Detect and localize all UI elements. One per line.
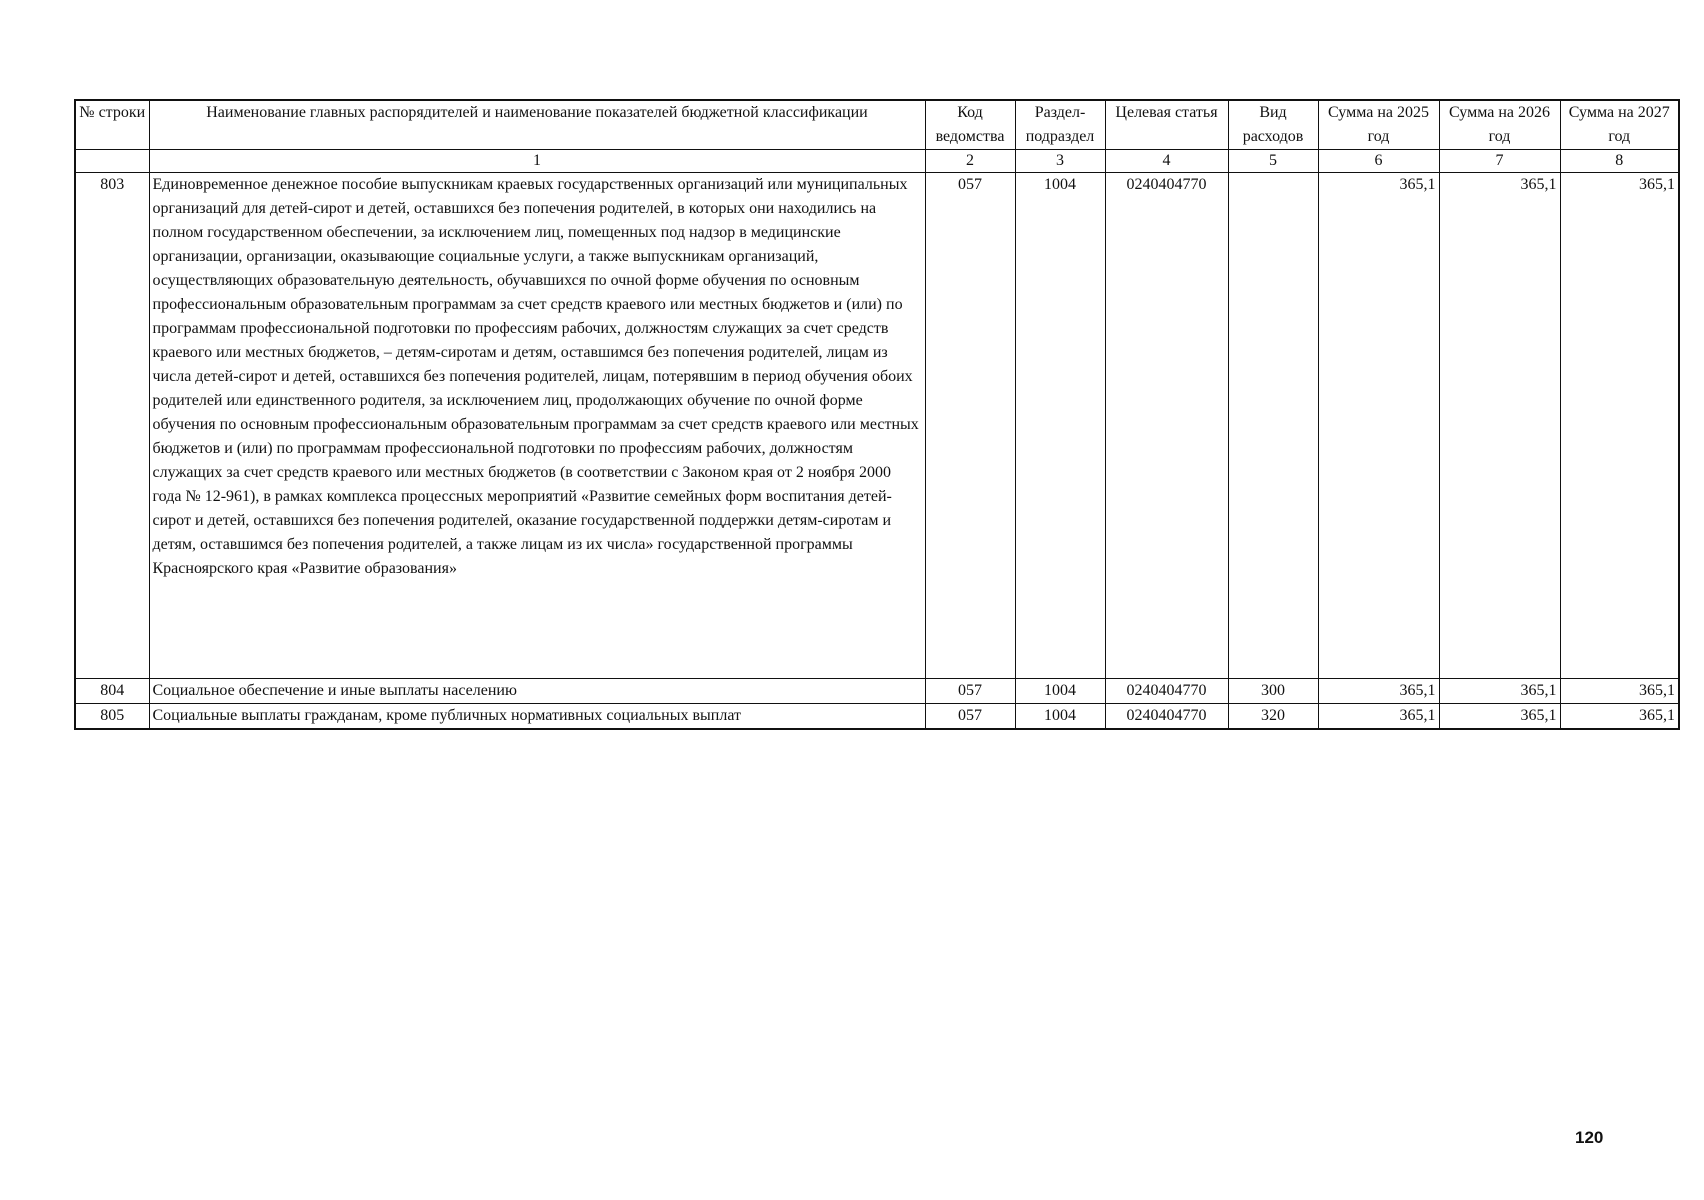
row-expense-type: 320 [1228, 704, 1318, 730]
row-number: 805 [75, 704, 149, 730]
col-number: 8 [1560, 150, 1679, 173]
row-section: 1004 [1015, 704, 1105, 730]
header-row [75, 100, 1679, 150]
row-sum-2026: 365,1 [1439, 679, 1560, 704]
row-target: 0240404770 [1105, 704, 1228, 730]
header-sum-2026: Сумма на 2026 год [1439, 100, 1560, 150]
col-number: 4 [1105, 150, 1228, 173]
row-name: Единовременное денежное пособие выпускникам краевых государственных организаций или муниципальных организаций для детей-сирот и детей, оставшихся без попечения родителей, в которых они находились на полном государственном обеспечении, за исключением лиц, помещенных под надзор в медицинские организации, организации, оказывающие социальные услуги, а также выпускникам организаций, осуществляющих образовательную деятельность, обучавшихся по очной форме обучения по основным профессиональным образовательным программам за счет средств краевого или местных бюджетов и (или) по программам профессиональной подготовки по профессиям рабочих, должностям служащих за счет средств краевого или местных бюджетов, – детям-сиротам и детям, оставшимся без попечения родителей, лицам из числа детей-сирот и детей, оставшихся без попечения родителей, лицам, потерявшим в период обучения обоих родителей или единственного родителя, за исключением лиц, продолжающих обучение по очной форме обучения по основным профессиональным образовательным программам за счет средств краевого или местных бюджетов и (или) по программам профессиональной подготовки по профессиям рабочих, должностям служащих за счет средств краевого или местных бюджетов (в соответствии с Законом края от 2 ноября 2000 года № 12-961), в рамках комплекса процессных мероприятий «Развитие семейных форм воспитания детей-сирот и детей, оставшихся без попечения родителей, оказание государственной поддержки детям-сиротам и детям, оставшимся без попечения родителей, а также лицам из их числа» государственной программы Красноярского края «Развитие образования» [149, 173, 925, 679]
col-number: 3 [1015, 150, 1105, 173]
row-target: 0240404770 [1105, 679, 1228, 704]
table-row [75, 704, 1679, 730]
row-name: Социальные выплаты гражданам, кроме публичных нормативных социальных выплат [149, 704, 925, 730]
col-number: 6 [1318, 150, 1439, 173]
col-number: 5 [1228, 150, 1318, 173]
row-expense-type [1228, 173, 1318, 679]
column-number-row [75, 150, 1679, 173]
header-section: Раздел-подраздел [1015, 100, 1105, 150]
row-sum-2027: 365,1 [1560, 173, 1679, 679]
col-number: 7 [1439, 150, 1560, 173]
row-section: 1004 [1015, 679, 1105, 704]
row-section: 1004 [1015, 173, 1105, 679]
row-dept-code: 057 [925, 173, 1015, 679]
row-target: 0240404770 [1105, 173, 1228, 679]
row-sum-2026: 365,1 [1439, 704, 1560, 730]
col-number [75, 150, 149, 173]
row-sum-2026: 365,1 [1439, 173, 1560, 679]
header-expense-type: Вид расходов [1228, 100, 1318, 150]
row-sum-2025: 365,1 [1318, 704, 1439, 730]
row-dept-code: 057 [925, 704, 1015, 730]
page-number: 120 [1575, 1128, 1604, 1147]
row-name: Социальное обеспечение и иные выплаты населению [149, 679, 925, 704]
header-row-no: № строки [75, 100, 149, 150]
row-sum-2025: 365,1 [1318, 173, 1439, 679]
row-number: 803 [75, 173, 149, 679]
row-sum-2027: 365,1 [1560, 679, 1679, 704]
header-target: Целевая статья [1105, 100, 1228, 150]
header-sum-2025: Сумма на 2025 год [1318, 100, 1439, 150]
row-number: 804 [75, 679, 149, 704]
header-name: Наименование главных распорядителей и наименование показателей бюджетной классификации [149, 100, 925, 150]
table-row [75, 173, 1679, 679]
header-sum-2027: Сумма на 2027 год [1560, 100, 1679, 150]
row-sum-2027: 365,1 [1560, 704, 1679, 730]
table-row [75, 679, 1679, 704]
col-number: 2 [925, 150, 1015, 173]
row-dept-code: 057 [925, 679, 1015, 704]
row-expense-type: 300 [1228, 679, 1318, 704]
budget-table [74, 99, 1680, 730]
header-dept-code: Код ведомства [925, 100, 1015, 150]
row-sum-2025: 365,1 [1318, 679, 1439, 704]
col-number: 1 [149, 150, 925, 173]
